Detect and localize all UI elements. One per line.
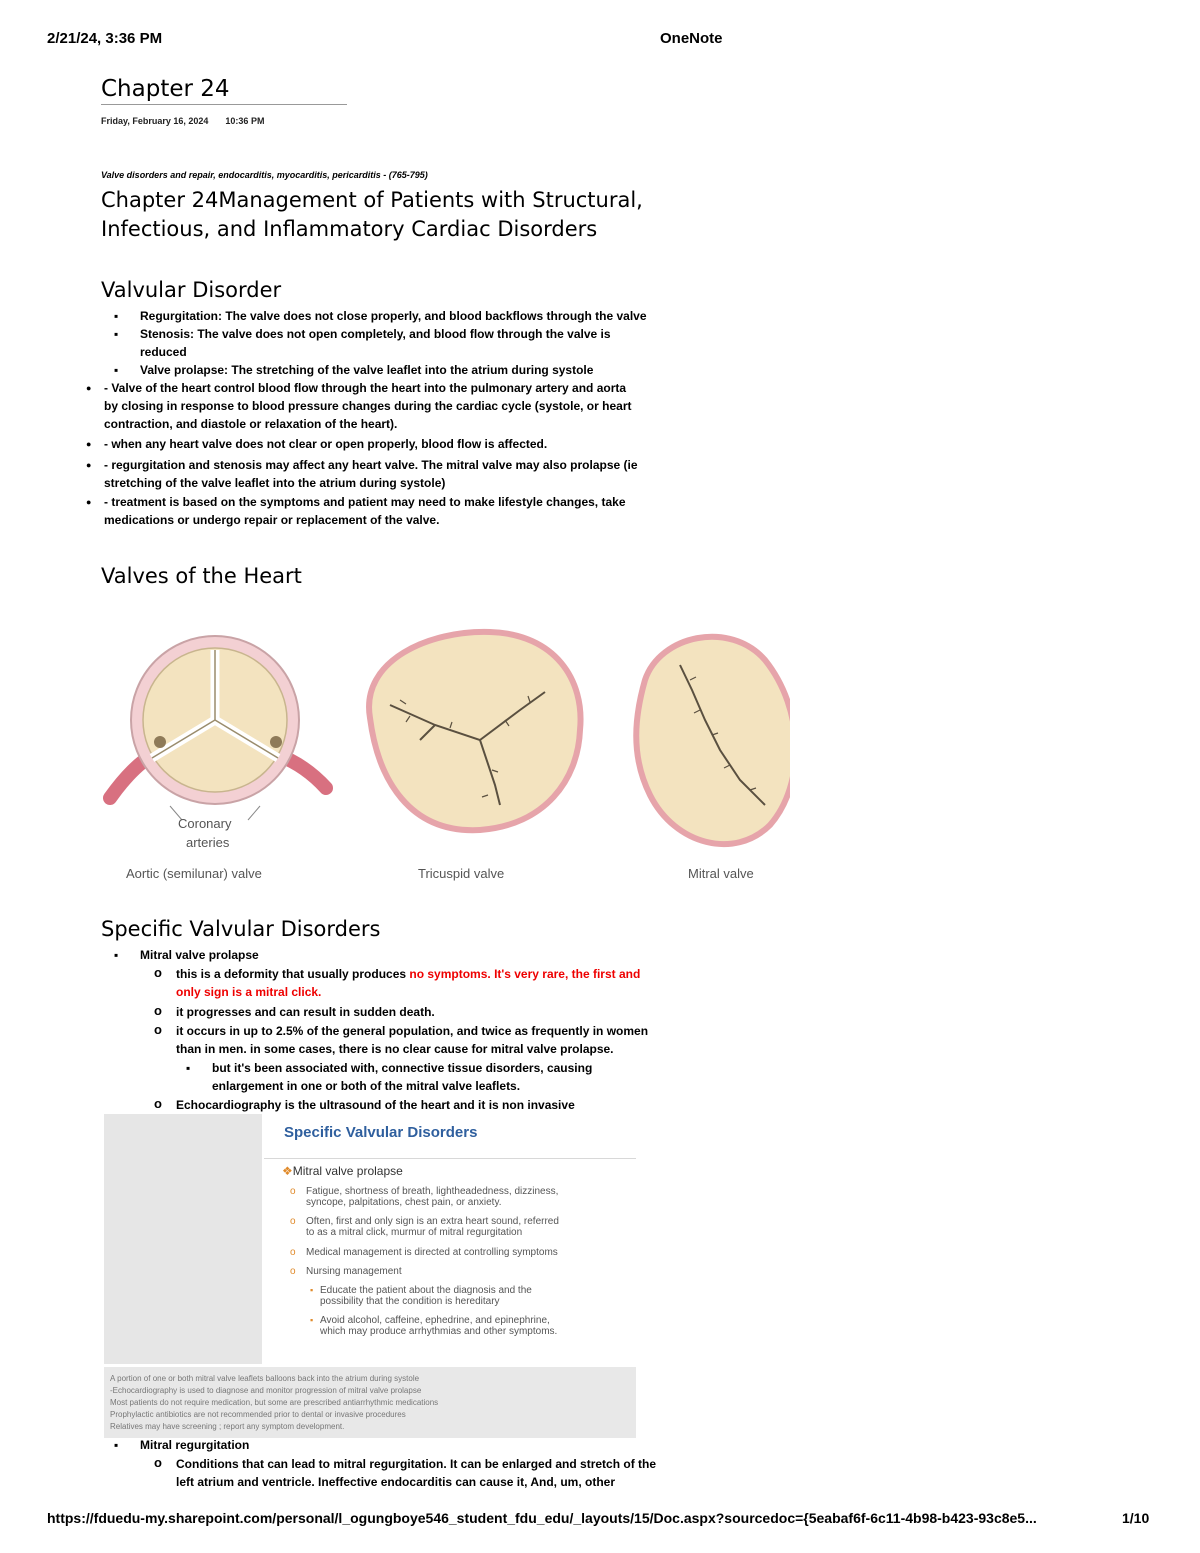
page-date [101,116,264,126]
slide-note: Relatives may have screening ; report any symptom development. [110,1422,345,1431]
print-page-number: 1/10 [1122,1510,1150,1526]
slide-note: -Echocardiography is used to diagnose and monitor progression of mitral valve prolapse [110,1386,422,1395]
list-item: ▪ Mitral valve prolapse [140,946,259,964]
list-item: ▪ Mitral regurgitation [140,1436,249,1454]
slide-side-panel [104,1114,262,1364]
list-item: ● - Valve of the heart control blood flow through the heart into the pulmonary artery and aorta [104,379,626,397]
list-item [176,965,640,983]
slide-note: Most patients do not require medication, but some are prescribed antiarrhythmic medications [110,1398,439,1407]
aortic-valve-label: Aortic (semilunar) valve [126,866,262,881]
chapter-heading [101,186,721,244]
heart-valves-figure [100,620,790,890]
slide-point-line: to as a mitral click, murmur of mitral regurgitation [306,1227,523,1238]
slide-subpoint-line: which may produce arrhythmias and other symptoms. [320,1326,558,1337]
list-item-cont: stretching of the valve leaflet into the atrium during systole) [104,476,446,490]
list-item: o it occurs in up to 2.5% of the general population, and twice as frequently in women [176,1022,648,1040]
page-date-day: Friday, February 16, 2024 [101,116,209,126]
slide-point [306,1216,626,1238]
list-item-cont: by closing in response to blood pressure changes during the cardiac cycle (systole, or heart [104,399,632,413]
mitral-valve-label: Mitral valve [688,866,754,881]
list-item: o Echocardiography is the ultrasound of the heart and it is non invasive [176,1096,575,1114]
print-app-name: OneNote [660,30,723,47]
slide-item [282,1164,403,1178]
slide-point-line: o Fatigue, shortness of breath, lightheadedness, dizziness, [306,1186,559,1197]
valvular-heading: Valvular Disorder [101,278,282,302]
slide-point-line: syncope, palpitations, chest pain, or anxiety. [306,1197,502,1208]
tricuspid-valve-label: Tricuspid valve [418,866,505,881]
slide-subpoint-line: ▪ Educate the patient about the diagnosis and the [320,1285,532,1296]
print-datetime: 2/21/24, 3:36 PM [47,30,163,47]
list-item-cont: reduced [140,345,187,359]
slide-divider [264,1158,636,1159]
slide-subpoint [320,1315,620,1337]
mvp-note-highlight-cont: only sign is a mitral click. [176,985,322,999]
print-url: https://fduedu-my.sharepoint.com/personal/l_ogungboye546_student_fdu_edu/_layouts/15/Doc.aspx?sourcedoc={5eabaf6f-6c11-4b98-b423-93c8e5... [47,1510,1037,1526]
mitral-valve-drawing [636,637,790,844]
title-underline [101,104,347,105]
slide-point: o Nursing management [306,1266,626,1277]
page-time: 10:36 PM [225,116,265,126]
slide-subpoint-line: ▪ Avoid alcohol, caffeine, ephedrine, and epinephrine, [320,1315,550,1326]
valves-heading: Valves of the Heart [101,564,302,588]
slide-title: Specific Valvular Disorders [284,1124,478,1141]
list-item: ▪ Valve prolapse: The stretching of the valve leaflet into the atrium during systole [140,361,593,379]
coronary-label-2: arteries [186,835,230,850]
specific-heading: Specific Valvular Disorders [101,917,381,941]
mvp-note-plain: this is a deformity that usually produces [176,967,410,981]
chapter-heading-line2: Infectious, and Inflammatory Cardiac Disorders [101,217,598,241]
slide-note: Prophylactic antibiotics are not recommended prior to dental or invasive procedures [110,1410,406,1419]
list-item: ● - regurgitation and stenosis may affect any heart valve. The mitral valve may also prolapse (ie [104,456,638,474]
slide-subpoint [320,1285,620,1307]
list-item: o it progresses and can result in sudden death. [176,1003,435,1021]
page-title: Chapter 24 [101,76,230,102]
slide-item-label: Mitral valve prolapse [292,1164,403,1178]
list-item-cont: enlargement in one or both of the mitral valve leaflets. [212,1079,521,1093]
page-subtitle: Valve disorders and repair, endocarditis, myocarditis, pericarditis - (765-795) [101,170,428,180]
slide-point [306,1186,626,1208]
list-item: ▪ but it's been associated with, connective tissue disorders, causing [212,1059,592,1077]
slide-subpoint-line: possibility that the condition is hereditary [320,1296,500,1307]
coronary-label-1: Coronary [178,816,232,831]
slide-point: o Medical management is directed at controlling symptoms [306,1247,626,1258]
list-item-cont: left atrium and ventricle. Ineffective endocarditis can cause it, And, um, other [176,1475,615,1489]
list-item: o Conditions that can lead to mitral regurgitation. It can be enlarged and stretch of the [176,1455,656,1473]
slide-note: A portion of one or both mitral valve leaflets balloons back into the atrium during systole [110,1374,420,1383]
list-item: ▪ Regurgitation: The valve does not close properly, and blood backflows through the valve [140,307,647,325]
slide-bullet-icon: ❖ [282,1164,293,1178]
list-item: ● - treatment is based on the symptoms and patient may need to make lifestyle changes, take [104,493,626,511]
tricuspid-valve-drawing [369,632,580,830]
slide-point-line: o Often, first and only sign is an extra heart sound, referred [306,1216,559,1227]
embedded-slide [104,1114,636,1438]
list-item: ● - when any heart valve does not clear or open properly, blood flow is affected. [104,435,547,453]
mvp-note-highlight: no symptoms. It's very rare, the first and [409,967,641,981]
slide-notes-panel [104,1367,636,1438]
list-item-cont: medications or undergo repair or replacement of the valve. [104,513,440,527]
chapter-heading-line1: Chapter 24Management of Patients with Structural, [101,188,643,212]
aortic-valve-drawing [110,636,326,820]
list-item-cont: than in men. in some cases, there is no clear cause for mitral valve prolapse. [176,1042,614,1056]
list-item-cont: contraction, and diastole or relaxation of the heart). [104,417,398,431]
list-item: ▪ Stenosis: The valve does not open completely, and blood flow through the valve is [140,325,611,343]
